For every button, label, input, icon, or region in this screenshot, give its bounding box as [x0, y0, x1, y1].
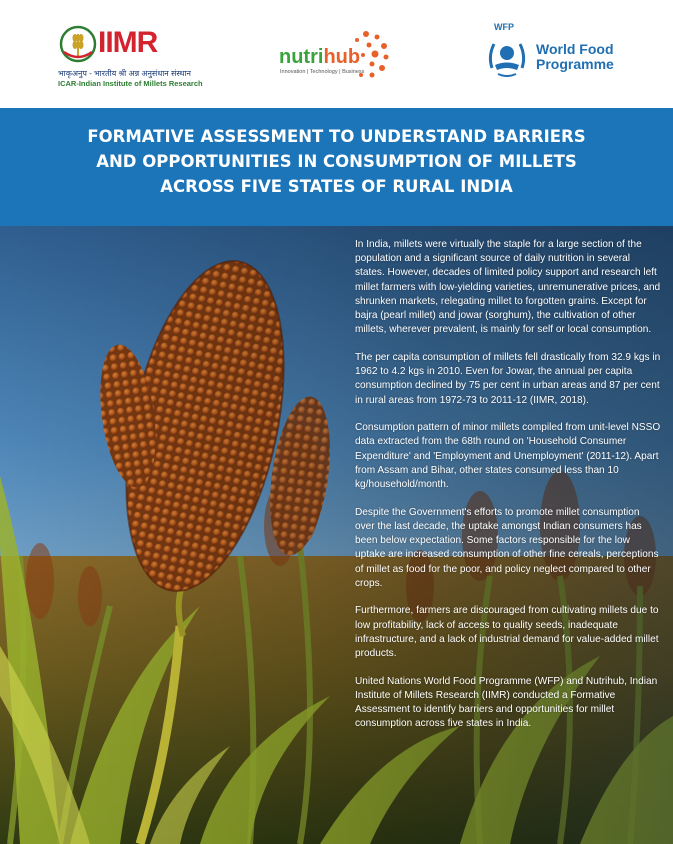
- title-line-2: AND OPPORTUNITIES IN CONSUMPTION OF MILLETS: [96, 152, 577, 171]
- wfp-logo: [484, 22, 634, 88]
- title-band: [0, 108, 673, 226]
- title-line-1: FORMATIVE ASSESSMENT TO UNDERSTAND BARRIERS: [87, 127, 586, 146]
- body-text: [355, 238, 661, 745]
- nutrihub-name: nutrihub: [279, 46, 361, 68]
- paragraph: The per capita consumption of millets fell drastically from 32.9 kgs in 1962 to 4.2 kgs in 2010. Even for Jowar, the annual per capita consumption declined by 75 per cent in urban areas and 87 per cent in rural areas from 1972-73 to 2011-12 (IIMR, 2018).: [355, 351, 661, 406]
- iimr-logo: [58, 22, 203, 92]
- iimr-hindi-name: भाकृअनुप - भारतीय श्री अन्न अनुसंधान संस्थान: [58, 69, 191, 78]
- wfp-abbr: WFP: [494, 22, 514, 32]
- document-title: [40, 124, 633, 199]
- paragraph: Furthermore, farmers are discouraged from cultivating millets due to low profitability, lack of access to quality seeds, inadequate infrastructure, and a lack of industrial demand for value-added millet products.: [355, 605, 659, 660]
- nutrihub-tagline: Innovation | Technology | Business: [280, 69, 365, 75]
- paragraph: Despite the Government's efforts to promote millet consumption over the last decade, the uptake amongst Indian consumers has been below expectation. Some factors responsible for the low uptake are increased consumption of other fine cereals, perceptions of millet as food for the poor, and policy neglect compared to other crops.: [355, 506, 659, 589]
- iimr-name: IIMR: [98, 26, 158, 59]
- wfp-name: World Food Programme: [536, 41, 614, 72]
- header: [0, 0, 673, 108]
- nutrihub-logo: [279, 28, 399, 86]
- paragraph: Consumption pattern of minor millets compiled from unit-level NSSO data extracted from the 68th round on 'Household Consumer Expenditure' and 'Employment and Unemployment' (2011-12). Apart from Assam and Bihar, other states consumed less than 10 kg/household/month.: [355, 422, 661, 491]
- title-line-3: ACROSS FIVE STATES OF RURAL INDIA: [160, 177, 513, 196]
- wheat-emblem-icon: [58, 24, 98, 64]
- paragraph: In India, millets were virtually the staple for a large section of the population and a significant source of daily nutrition in several states. However, decades of limited policy support and research left millet farmers with low-yielding varieties, unremunerative prices, and shrunken markets, relegating millet to forgotten grains. Except for bajra (pearl millet) and jowar (sorghum), the cultivation of other millets, wherever prevalent, is mainly for self or local consumption.: [355, 239, 661, 336]
- paragraph: United Nations World Food Programme (WFP) and Nutrihub, Indian Institute of Millets Research (IIMR) conducted a Formative Assessment to identify barriers and opportunities for millet consumption across five states in India.: [355, 675, 658, 730]
- iimr-subtitle: ICAR-Indian Institute of Millets Research: [58, 79, 203, 88]
- un-wreath-icon: [484, 34, 530, 80]
